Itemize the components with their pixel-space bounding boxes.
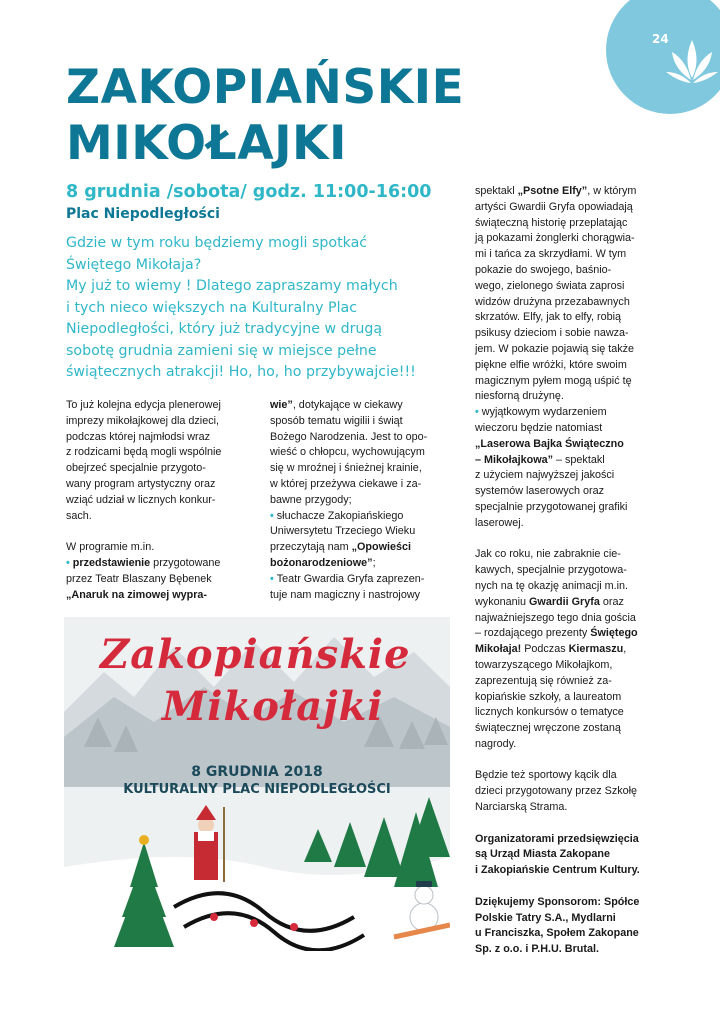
body-line: wziąć udział w licznych konkur- xyxy=(66,493,216,506)
body-line: psikusy dzieciom i sobie nawza- xyxy=(475,327,629,340)
body-line: dzieci przygotowany przez Szkołę xyxy=(475,785,638,798)
sponsors-line: Dziękujemy Sponsorom: Spółce xyxy=(475,895,640,908)
bullet-item xyxy=(66,556,256,572)
lead-line: My już to wiemy ! Dlatego zapraszamy małych xyxy=(66,278,398,294)
poster-script-line-1: Zakopiańskie xyxy=(100,631,411,678)
body-line: przez Teatr Blaszany Bębenek xyxy=(66,572,212,585)
bullet-icon: • xyxy=(270,509,277,522)
bullet-icon: • xyxy=(270,572,277,585)
bullet-icon: • xyxy=(475,406,482,419)
poster-date: 8 GRUDNIA 2018 xyxy=(191,764,323,780)
body-text: , dotykające w ciekawy xyxy=(292,399,403,411)
bullet-icon: • xyxy=(66,556,73,569)
body-line: piękne elfie wróżki, które swoim xyxy=(475,358,627,371)
body-line: Jak co roku, nie zabraknie cie- xyxy=(475,548,621,561)
body-line: obejrzeć specjalnie przygoto- xyxy=(66,462,206,475)
body-line: wego, zielonego świata zaprosi xyxy=(475,279,625,292)
show-title: bożonarodzeniowe” xyxy=(270,556,373,569)
body-line: wieczoru będzie natomiast xyxy=(475,421,603,434)
sponsors-line: Polskie Tatry S.A., Mydlarni xyxy=(475,911,616,924)
paragraph-gap xyxy=(475,753,675,769)
body-line: pokazie do swojego, baśnio- xyxy=(475,263,612,276)
body-line: licznych konkursów o tematyce xyxy=(475,706,624,719)
body-text: słuchacze Zakopiańskiego xyxy=(276,509,404,522)
article-title xyxy=(66,60,464,172)
body-line: tuje nam magiczny i nastrojowy xyxy=(270,588,421,601)
bullet-item xyxy=(270,509,460,525)
body-line: świątecznej wręczone zostaną xyxy=(475,722,621,735)
body-line: niesforną drużynę. xyxy=(475,390,564,403)
show-title: „Laserowa Bajka Świąteczno xyxy=(475,437,624,450)
body-line: towarzyszącego Mikołajkom, xyxy=(475,658,613,671)
bold-text: Kiermaszu xyxy=(568,643,624,656)
body-line: kawych, specjalnie przygotowa- xyxy=(475,564,627,577)
body-text: , w którym xyxy=(587,185,637,197)
show-title: – Mikołajkowa” xyxy=(475,453,554,466)
text-column-2 xyxy=(270,398,460,603)
body-line: systemów laserowych oraz xyxy=(475,485,605,498)
body-line: skrzatów. Elfy, jak to elfy, robią xyxy=(475,311,622,324)
body-line: widzów drużyna przezabawnych xyxy=(475,295,630,308)
lead-line: i tych nieco większych na Kulturalny Plac xyxy=(66,299,358,316)
body-line: imprezy mikołajkowej dla dzieci, xyxy=(66,414,220,427)
star-icon xyxy=(139,835,149,845)
body-text: – rozdającego prezenty xyxy=(475,627,591,640)
body-line: ją pokazami żonglerki chorągwia- xyxy=(475,232,635,245)
body-line: kopiańskie szkoły, a laureatom xyxy=(475,690,622,703)
program-intro: W programie m.in. xyxy=(66,541,155,554)
body-line: podczas której najmłodsi wraz xyxy=(66,430,211,443)
body-line: z rodzicami będą mogli wspólnie xyxy=(66,446,222,459)
text-column-3 xyxy=(475,184,675,958)
body-text: , xyxy=(623,643,627,656)
body-line: artyści Gwardii Gryfa opowiadają xyxy=(475,200,633,213)
body-line: Narciarską Strama. xyxy=(475,801,568,814)
show-title: „Opowieści xyxy=(351,541,412,554)
lead-line: sobotę grudnia zamieni się w miejsce pełne xyxy=(66,342,377,359)
show-title: „Anaruk na zimowej wypra- xyxy=(66,588,207,601)
body-line: sach. xyxy=(66,509,92,522)
body-line xyxy=(475,453,675,469)
body-line xyxy=(270,556,460,572)
bullet-item xyxy=(475,405,675,421)
body-line: To już kolejna edycja plenerowej xyxy=(66,399,221,411)
organizers-line: i Zakopiańskie Centrum Kultury. xyxy=(475,864,640,877)
body-line xyxy=(475,642,675,658)
show-title: „Psotne Elfy” xyxy=(517,185,588,197)
lead-paragraph xyxy=(66,233,466,384)
body-line: zaprezentują się również za- xyxy=(475,674,612,687)
organizers-line: Organizatorami przedsięwzięcia xyxy=(475,832,639,845)
body-text: przeczytają nam xyxy=(270,541,352,554)
body-line: najważniejszego tego dnia gościa xyxy=(475,611,636,624)
bold-text: Świętego xyxy=(590,627,638,640)
body-text: oraz xyxy=(599,595,624,608)
body-line: w której przeżywa ciekawe i za- xyxy=(270,477,422,490)
body-line: nych na tę okazję animacji m.in. xyxy=(475,579,629,592)
body-line: jem. W pokazie pojawią się także xyxy=(475,342,635,355)
body-line: magicznym pyłem mogą uśpić tę xyxy=(475,374,632,387)
paragraph-gap xyxy=(66,524,256,540)
paragraph-gap xyxy=(475,879,675,895)
organizers-line: są Urząd Miasta Zakopane xyxy=(475,848,611,861)
lead-line: Gdzie w tym roku będziemy mogli spotkać xyxy=(66,235,368,251)
sponsors-line: u Franciszka, Społem Zakopane xyxy=(475,927,639,940)
body-line: laserowej. xyxy=(475,516,524,529)
body-text: ; xyxy=(372,556,376,569)
body-line xyxy=(475,595,675,611)
body-line: Będzie też sportowy kącik dla xyxy=(475,769,617,782)
body-line: Uniwersytetu Trzeciego Wieku xyxy=(270,525,416,538)
body-line xyxy=(475,626,675,642)
body-line: Bożego Narodzenia. Jest to opo- xyxy=(270,430,428,443)
bold-text: Mikołaja! xyxy=(475,643,522,656)
body-text: – spektakl xyxy=(553,453,605,466)
show-title: wie” xyxy=(270,399,293,411)
paragraph-gap xyxy=(475,532,675,548)
lead-line: świątecznych atrakcji! Ho, ho, ho przybywajcie!!! xyxy=(66,364,416,380)
body-text: wyjątkowym wydarzeniem xyxy=(481,406,607,419)
bullet-item xyxy=(270,572,460,588)
event-place: Plac Niepodległości xyxy=(66,206,220,222)
body-line xyxy=(475,184,675,200)
lead-line: Niepodległości, który już tradycyjne w drugą xyxy=(66,321,383,337)
body-text: Teatr Gwardia Gryfa zaprezen- xyxy=(276,572,425,585)
body-line: bawne przygody; xyxy=(270,493,352,506)
body-line: nagrody. xyxy=(475,737,517,750)
event-date: 8 grudnia /sobota/ godz. 11:00-16:00 xyxy=(66,182,432,202)
body-text: wykonaniu xyxy=(475,595,530,608)
title-line-1: ZAKOPIAŃSKIE xyxy=(66,60,465,115)
poster-script-line-2: Mikołajki xyxy=(162,683,384,730)
body-text: spektakl xyxy=(475,185,518,197)
body-line: z użyciem najwyższej jakości xyxy=(475,469,615,482)
body-line: wany program artystyczny oraz xyxy=(66,477,216,490)
body-line: wieść o chłopcu, wychowującym xyxy=(270,446,425,459)
body-line: świąteczną historię przeplatając xyxy=(475,216,628,229)
lead-line: Świętego Mikołaja? xyxy=(66,256,202,273)
body-line: specjalnie przygotowanej grafiki xyxy=(475,500,628,513)
leaf-icon xyxy=(664,36,720,96)
bold-text: Gwardii Gryfa xyxy=(529,595,600,608)
page-number: 24 xyxy=(652,32,669,46)
body-line: mi i tańca za skrzydłami. W tym xyxy=(475,248,627,261)
body-line xyxy=(270,540,460,556)
paragraph-gap xyxy=(475,816,675,832)
text-column-1 xyxy=(66,398,256,603)
body-text: przygotowane xyxy=(150,556,221,569)
title-line-2: MIKOŁAJKI xyxy=(66,116,347,171)
body-line: się w mroźnej i śnieżnej krainie, xyxy=(270,462,422,475)
event-poster xyxy=(64,617,450,951)
body-line: sposób tematu wigilii i świąt xyxy=(270,414,403,427)
bold-text: przedstawienie xyxy=(72,556,151,569)
body-text: Podczas xyxy=(521,643,569,656)
poster-place: KULTURALNY PLAC NIEPODLEGŁOŚCI xyxy=(123,782,391,797)
sponsors-line: Sp. z o.o. i P.H.U. Brutal. xyxy=(475,943,599,956)
body-line xyxy=(270,398,460,414)
